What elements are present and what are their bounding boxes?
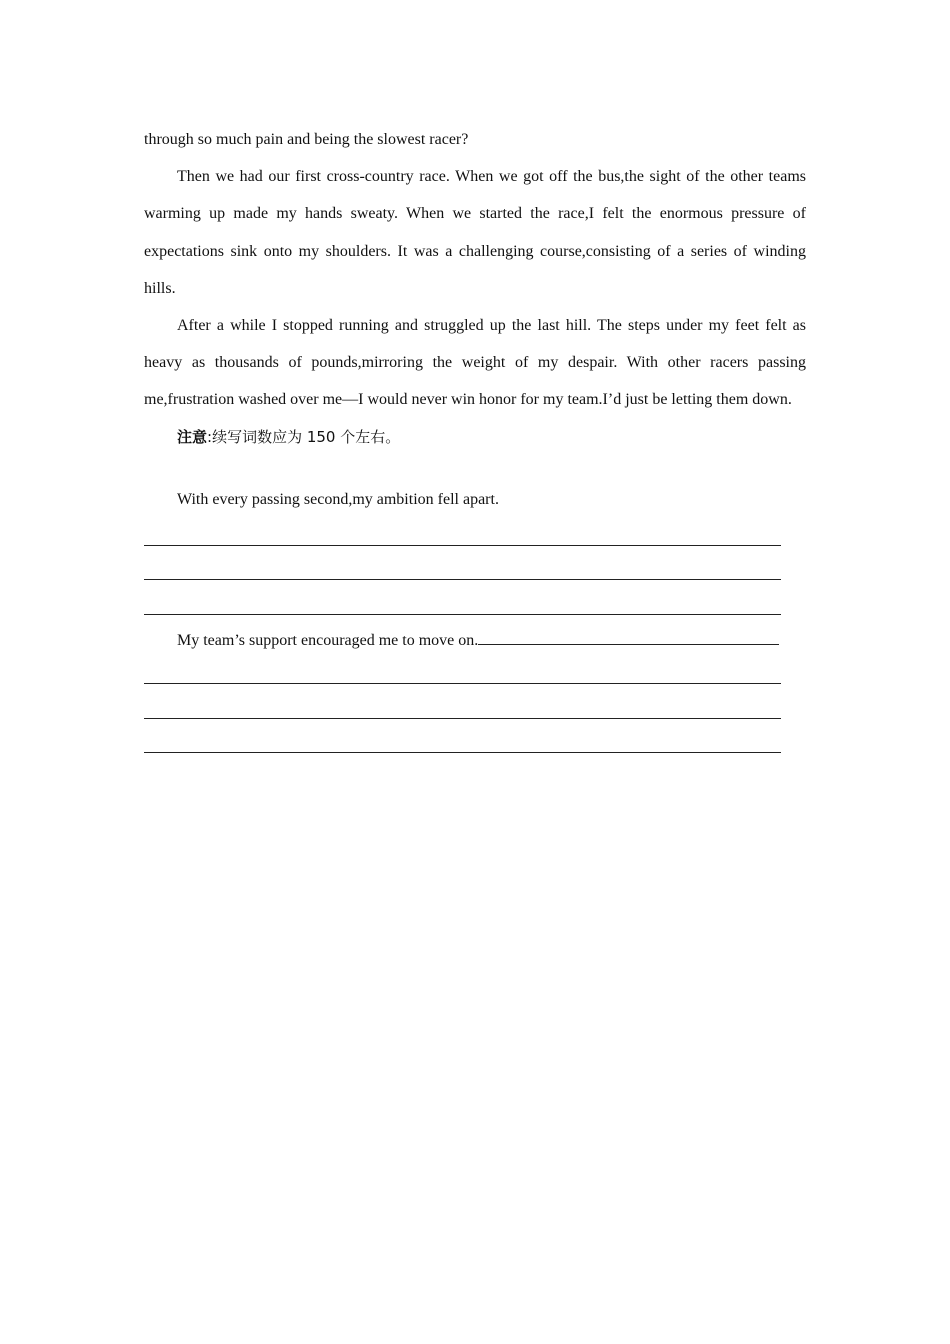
prompt-second: My team’s support encouraged me to move on. xyxy=(177,632,479,649)
writing-line[interactable] xyxy=(144,614,781,615)
prompt-second-row xyxy=(177,630,779,651)
writing-line[interactable] xyxy=(144,752,781,753)
writing-line[interactable] xyxy=(144,683,781,684)
prompt-first: With every passing second,my ambition fell apart. xyxy=(177,491,499,508)
writing-blank[interactable] xyxy=(478,630,779,645)
writing-line[interactable] xyxy=(144,718,781,719)
paragraph-race: Then we had our first cross-country race. When we got off the bus,the sight of the other teams warming up made my hands sweaty. When we started the race,I felt the enormous pressure of expectations sink onto my shoulders. It was a challenging course,consisting of a series of winding hills. xyxy=(144,168,806,297)
paragraph-continued: through so much pain and being the slowest racer? xyxy=(144,131,469,148)
document-body xyxy=(144,121,806,456)
note-label: 注意 xyxy=(177,427,208,446)
writing-line[interactable] xyxy=(144,545,781,546)
writing-line[interactable] xyxy=(144,579,781,580)
note xyxy=(144,419,806,456)
paragraph-hill: After a while I stopped running and struggled up the last hill. The steps under my feet felt as heavy as thousands of pounds,mirroring the weight of my despair. With other racers passing me,frustration washed over me—I would never win honor for my team.I’d just be letting them down. xyxy=(144,317,806,409)
note-text: :续写词数应为 150 个左右。 xyxy=(207,427,401,446)
